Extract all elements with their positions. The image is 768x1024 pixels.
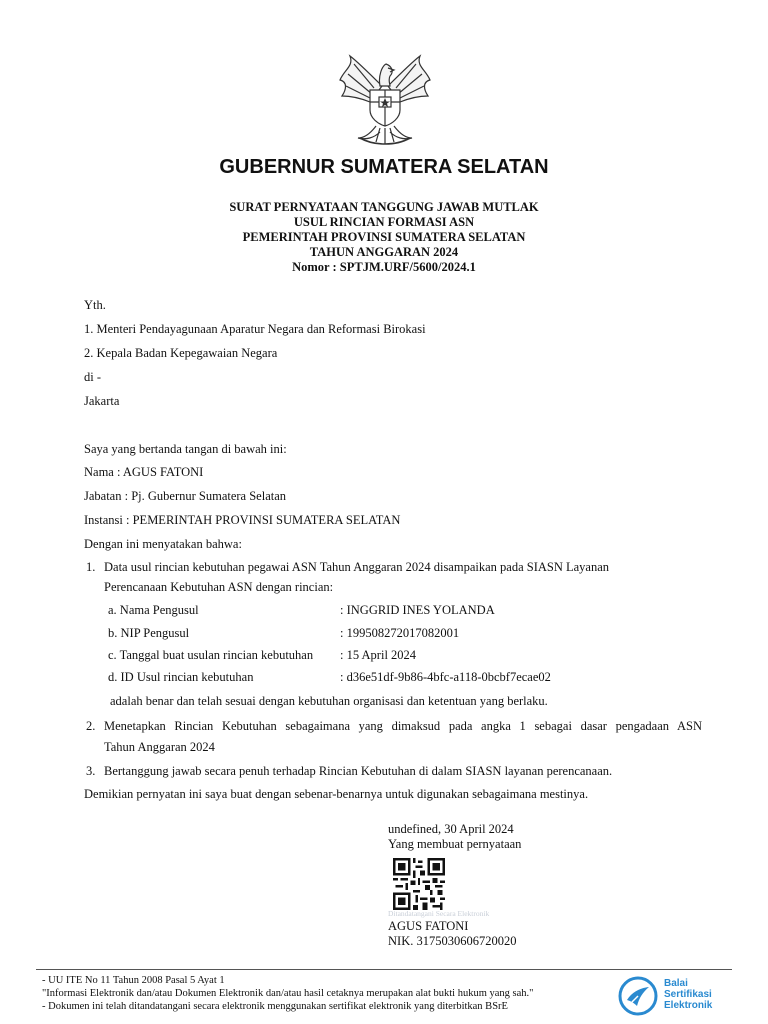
detail-value: : 199508272017082001 bbox=[340, 626, 460, 640]
signer-institution: Instansi : PEMERINTAH PROVINSI SUMATERA SELATAN bbox=[84, 513, 401, 527]
document-heading bbox=[0, 200, 768, 275]
logo-word: Balai bbox=[664, 978, 688, 989]
detail-label: c. Tanggal buat usulan rincian kebutuhan bbox=[108, 648, 314, 662]
signer-position: Jabatan : Pj. Gubernur Sumatera Selatan bbox=[84, 489, 287, 503]
point-2-text: Tahun Anggaran 2024 bbox=[104, 740, 215, 754]
footer-divider bbox=[36, 969, 732, 970]
detail-value: : d36e51df-9b86-4bfc-a118-0bcbf7ecae02 bbox=[340, 670, 551, 684]
addressee-item: 2. Kepala Badan Kepegawaian Negara bbox=[84, 346, 278, 360]
footer-line: "Informasi Elektronik dan/atau Dokumen Elektronik dan/atau hasil cetaknya merupakan alat bukti hukum yang sah." bbox=[42, 988, 534, 999]
point-number: 3. bbox=[86, 764, 96, 778]
electronic-signature-note: Ditandatangani Secara Elektronik bbox=[388, 909, 490, 918]
bsre-logo-icon bbox=[618, 976, 658, 1016]
document-number: Nomor : SPTJM.URF/5600/2024.1 bbox=[292, 260, 476, 274]
detail-value: : 15 April 2024 bbox=[340, 648, 417, 662]
addressee-di: di - bbox=[84, 370, 102, 384]
point-1-conclusion: adalah benar dan telah sesuai dengan kebutuhan organisasi dan ketentuan yang berlaku. bbox=[110, 694, 548, 708]
closing-statement: Demikian pernyatan ini saya buat dengan sebenar-benarnya untuk digunakan sebagaimana mestinya. bbox=[84, 787, 589, 801]
signer-intro: Saya yang bertanda tangan di bawah ini: bbox=[84, 442, 287, 456]
signature-name: AGUS FATONI bbox=[388, 919, 469, 933]
signer-name: Nama : AGUS FATONI bbox=[84, 465, 204, 479]
addressee-city: Jakarta bbox=[84, 394, 120, 408]
logo-word: Sertifikasi bbox=[664, 989, 712, 1000]
bsre-logo-text bbox=[664, 978, 712, 1011]
point-2-text: Menetapkan Rincian Kebutuhan sebagaimana yang dimaksud pada angka 1 sebagai dasar pengadaan ASN bbox=[104, 719, 702, 733]
signature-nik: NIK. 3175030606720020 bbox=[388, 934, 517, 948]
page-title: GUBERNUR SUMATERA SELATAN bbox=[219, 156, 549, 178]
heading-line: TAHUN ANGGARAN 2024 bbox=[309, 245, 459, 259]
signature-maker: Yang membuat pernyataan bbox=[388, 837, 522, 851]
footer-line: - UU ITE No 11 Tahun 2008 Pasal 5 Ayat 1 bbox=[42, 975, 225, 986]
footer-line: - Dokumen ini telah ditandatangani secara elektronik menggunakan sertifikat elektronik yang diterbitkan BSrE bbox=[42, 1001, 508, 1012]
logo-word: Elektronik bbox=[664, 1000, 713, 1011]
point-1-text: Data usul rincian kebutuhan pegawai ASN Tahun Anggaran 2024 disampaikan pada SIASN Layanan bbox=[104, 560, 610, 574]
salutation: Yth. bbox=[84, 298, 106, 312]
garuda-emblem-icon bbox=[330, 52, 440, 148]
detail-value: : INGGRID INES YOLANDA bbox=[340, 603, 495, 617]
detail-label: d. ID Usul rincian kebutuhan bbox=[108, 670, 254, 684]
statement-intro: Dengan ini menyatakan bahwa: bbox=[84, 537, 242, 551]
detail-label: a. Nama Pengusul bbox=[108, 603, 199, 617]
detail-label: b. NIP Pengusul bbox=[108, 626, 190, 640]
heading-line: PEMERINTAH PROVINSI SUMATERA SELATAN bbox=[242, 230, 526, 244]
point-number: 1. bbox=[86, 560, 96, 574]
qr-code-icon bbox=[393, 858, 445, 910]
point-1-text: Perencanaan Kebutuhan ASN dengan rincian: bbox=[104, 580, 334, 594]
signature-place-date: undefined, 30 April 2024 bbox=[388, 822, 514, 836]
heading-line: SURAT PERNYATAAN TANGGUNG JAWAB MUTLAK bbox=[229, 200, 539, 214]
heading-line: USUL RINCIAN FORMASI ASN bbox=[293, 215, 475, 229]
point-3-text: Bertanggung jawab secara penuh terhadap Rincian Kebutuhan di dalam SIASN layanan perencanaan. bbox=[104, 764, 613, 778]
point-number: 2. bbox=[86, 719, 96, 733]
addressee-item: 1. Menteri Pendayagunaan Aparatur Negara dan Reformasi Birokasi bbox=[84, 322, 426, 336]
